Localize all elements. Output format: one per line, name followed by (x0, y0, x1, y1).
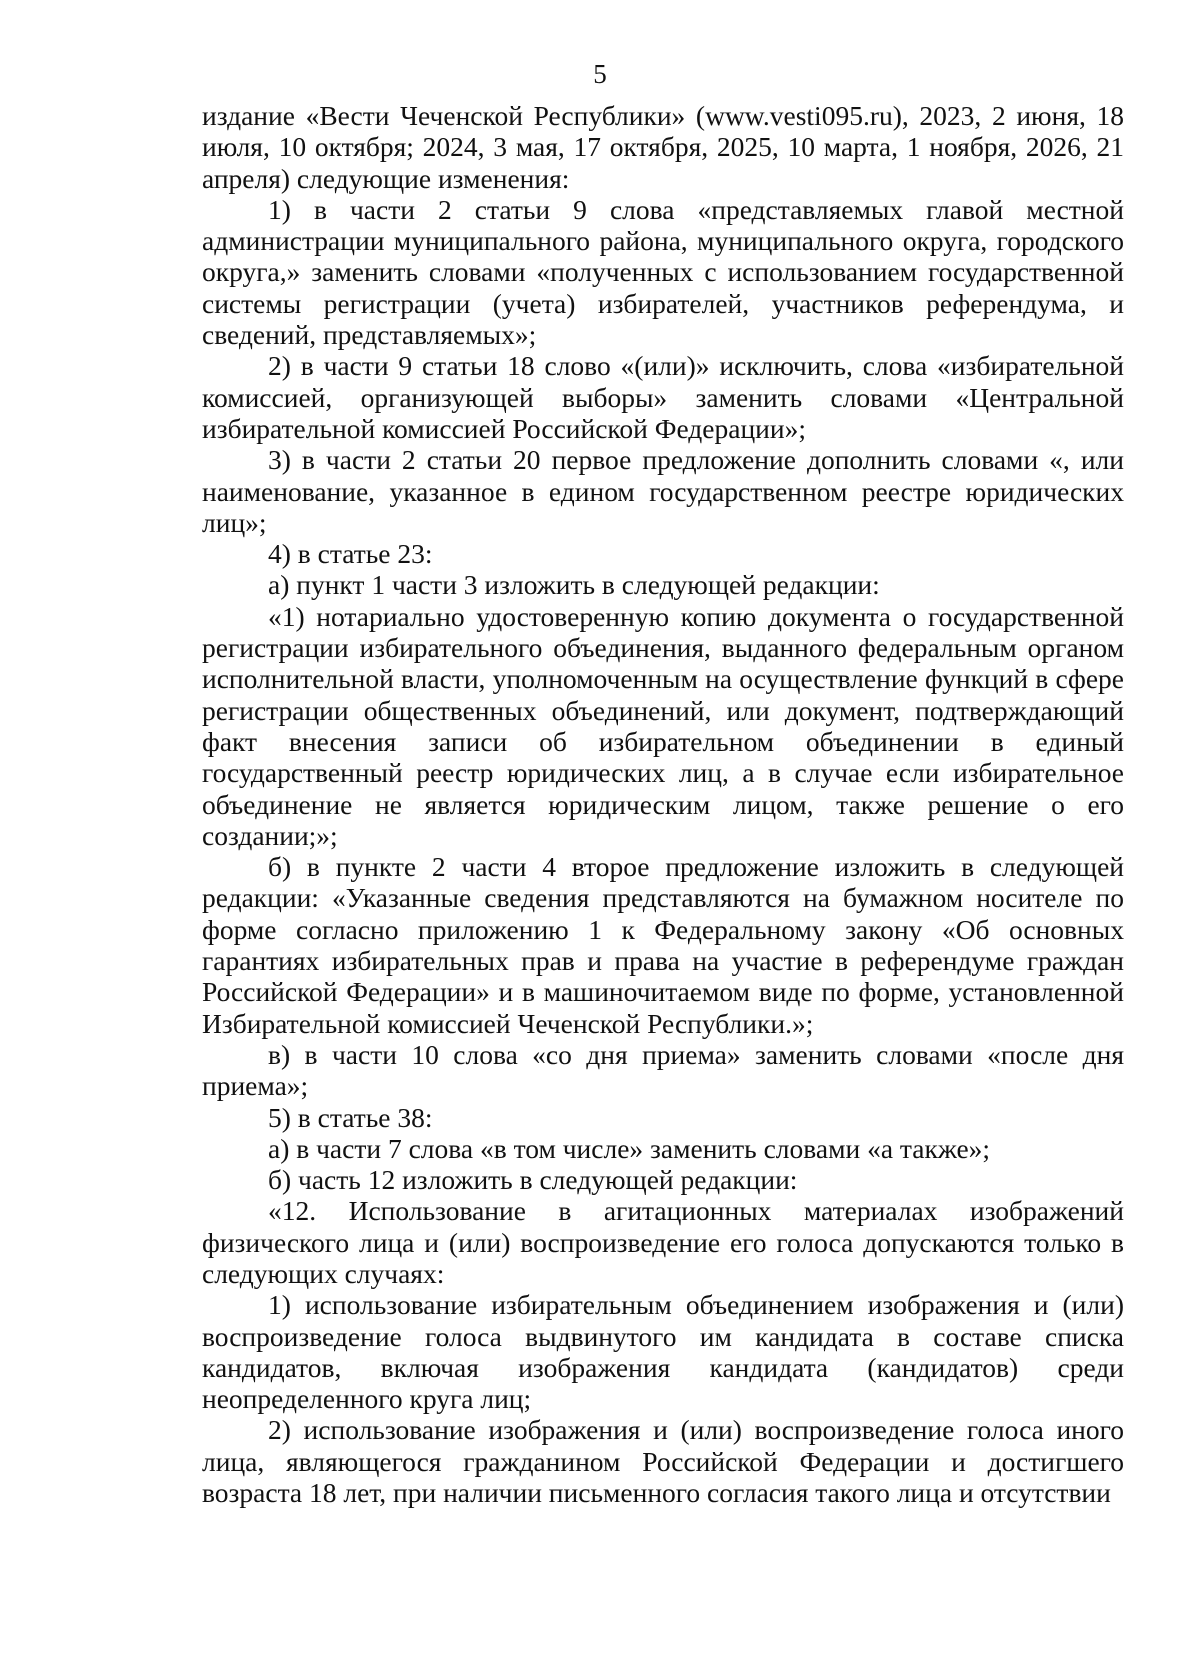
paragraph-item-5: 5) в статье 38: (268, 1101, 433, 1133)
paragraph-item-4v: в) в части 10 слова «со дня приема» заменить словами «после дня приема»; (202, 1038, 1124, 1102)
paragraph-item-5a: а) в части 7 слова «в том числе» заменить словами «а также»; (268, 1132, 991, 1164)
document-body (202, 100, 1124, 1508)
paragraph-part-12: «12. Использование в агитационных материалах изображений физического лица и (или) воспроизведение его голоса допускаются только в следующих случаях: (202, 1195, 1124, 1289)
paragraph-part-12-case-2: 2) использование изображения и (или) воспроизведение голоса иного лица, являющегося гражданином Российской Федерации и достигшего возраста 18 лет, при наличии письменного согласия такого лица и отсутствии (202, 1414, 1124, 1509)
paragraph-item-5b: б) часть 12 изложить в следующей редакции: (268, 1164, 798, 1196)
paragraph-item-1: 1) в части 2 статьи 9 слова «представляемых главой местной администрации муниципального района, муниципального округа, городского округа,» заменить словами «полученных с использованием государственной системы регистрации (учета) избирателей, участников референдума, и сведений, представляемых»; (202, 193, 1124, 351)
paragraph-intro: издание «Вести Чеченской Республики» (www.vesti095.ru), 2023, 2 июня, 18 июля, 10 октября; 2024, 3 мая, 17 октября, 2025, 10 марта, 1 ноября, 2026, 21 апреля) следующие изменения: (202, 100, 1124, 194)
page-number: 5 (593, 59, 607, 89)
paragraph-item-4a: а) пункт 1 части 3 изложить в следующей редакции: (268, 569, 880, 601)
paragraph-item-4b: б) в пункте 2 части 4 второе предложение изложить в следующей редакции: «Указанные сведения представляются на бумажном носителе по форме согласно приложению 1 к Федеральному закону «Об основных гарантиях избирательных прав и права на участие в референдуме граждан Российской Федерации» и в машиночитаемом виде по форме, установленной Избирательной комиссией Чеченской Республики.»; (202, 851, 1124, 1039)
paragraph-part-12-case-1: 1) использование избирательным объединением изображения и (или) воспроизведение голоса выдвинутого им кандидата в составе списка кандидатов, включая изображения кандидата (кандидатов) среди неопределенного круга лиц; (202, 1289, 1124, 1415)
paragraph-item-4: 4) в статье 23: (268, 538, 433, 570)
paragraph-item-3: 3) в части 2 статьи 20 первое предложение дополнить словами «, или наименование, указанное в едином государственном реестре юридических лиц»; (202, 444, 1124, 538)
paragraph-item-4a-text: «1) нотариально удостоверенную копию документа о государственной регистрации избирательного объединения, выданного федеральным органом исполнительной власти, уполномоченным на осуществление функций в сфере регистрации общественных объединений, или документ, подтверждающий факт внесения записи об избирательном объединении в единый государственный реестр юридических лиц, а в случае если избирательное объединение не является юридическим лицом, также решение о его создании;»; (202, 600, 1124, 851)
paragraph-item-2: 2) в части 9 статьи 18 слово «(или)» исключить, слова «избирательной комиссией, организующей выборы» заменить словами «Центральной избирательной комиссией Российской Федерации»; (202, 350, 1124, 444)
